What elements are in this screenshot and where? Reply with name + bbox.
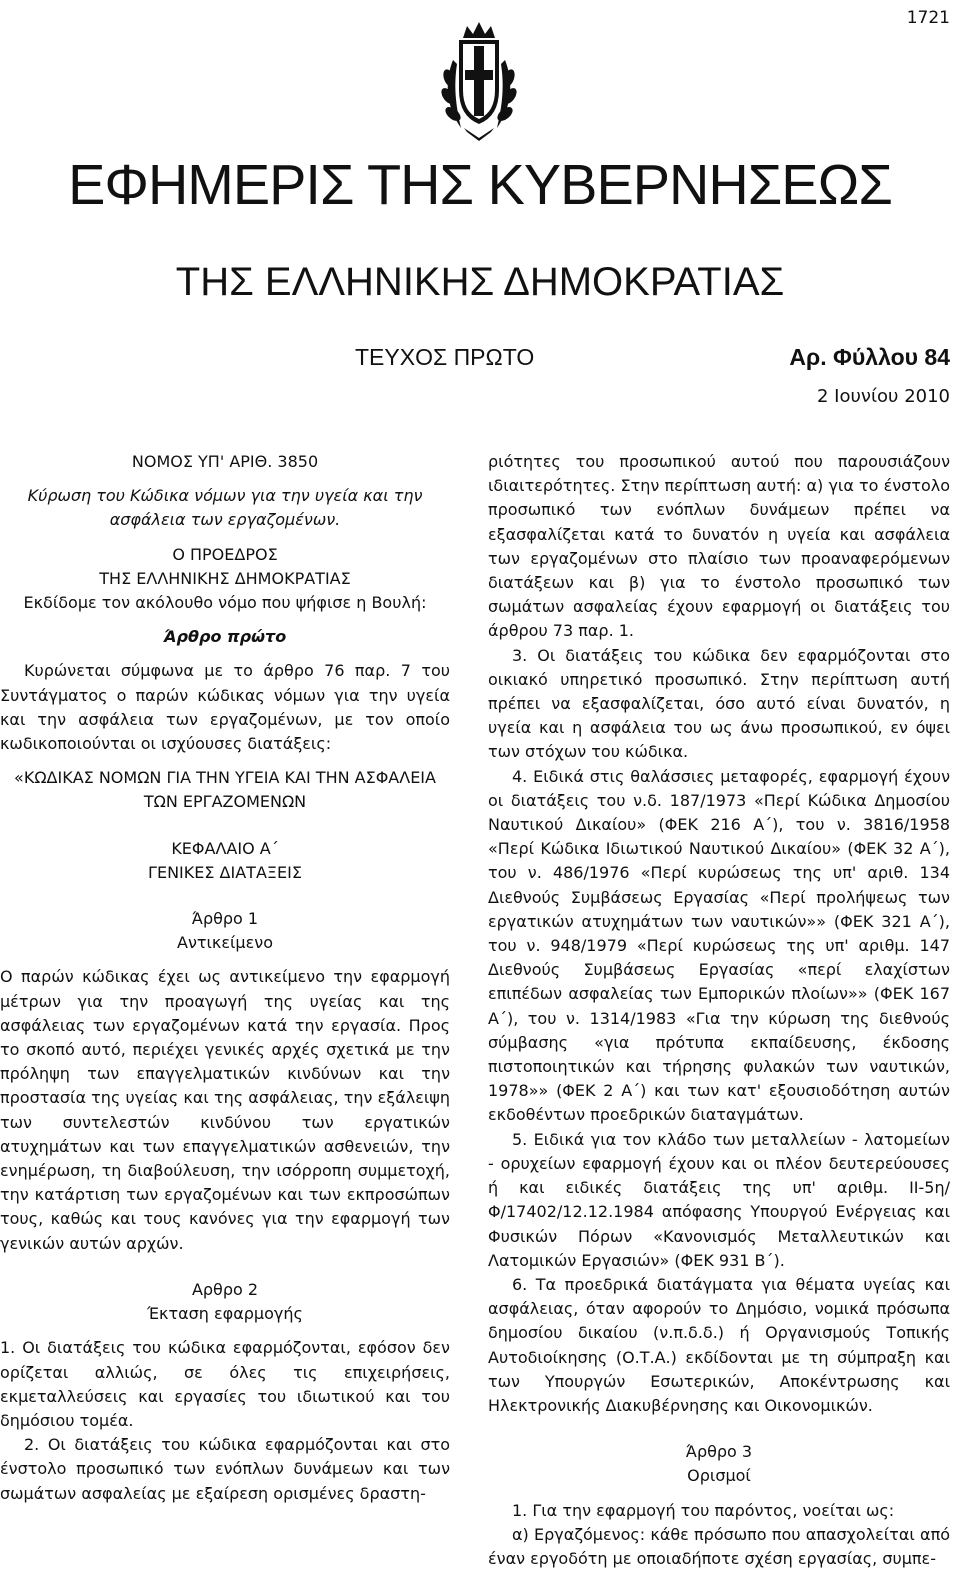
ratify-paragraph: Κυρώνεται σύμφωνα με το άρθρο 76 παρ. 7 του Συντάγματος ο παρών κώδικας νόμων για την υγεία και την ασφάλεια των εργαζομένων, με τον οποίο κωδικοποιούνται οι ισχύουσες διατάξεις: <box>0 661 450 754</box>
issue-date: 2 Ιουνίου 2010 <box>816 386 950 407</box>
continuation-paragraph: ριότητες του προσωπικού αυτού που παρουσιάζουν ιδιαιτερότητες. Στην περίπτωση αυτή: α) για το ένστολο προσωπικό των ενόπλων δυνάμεων πρέπει να εξασφαλίζεται κατά το δυνατόν η υγεία και ασφάλεια των εργαζομένων στο πλαίσιο των προαναφερόμενων διατάξεων και β) για το ένστολο προσωπικό των σωμάτων ασφαλείας έχουν εφαρμογή οι διατάξεις του άρθρου 73 παρ. 1. <box>488 452 950 641</box>
article-2-paragraph-1: 1. Οι διατάξεις του κώδικα εφαρμόζονται, εφόσον δεν ορίζεται αλλιώς, σε όλες τις επιχειρήσεις, εκμεταλλεύσεις και εργασίες του ιδιωτικού και του δημόσιου τομέα. <box>0 1338 450 1430</box>
article-2-paragraph-5: 5. Ειδικά για τον κλάδο των μεταλλείων - λατομείων - ορυχείων εφαρμογή έχουν και οι πλέον δευτερεύουσες ή και ειδικές διατάξεις της υπ' αριθμ. ΙΙ-5η/Φ/17402/12.12.1984 απόφασης Υπουργού Ενέργειας και Φυσικών Πόρων «Κανονισμός Μεταλλευτικών και Λατομικών Εργασιών» (ΦΕΚ 931 Β΄). <box>488 1129 950 1270</box>
article-3-heading: Άρθρο 3 <box>685 1442 753 1462</box>
law-number: ΝΟΜΟΣ ΥΠ' ΑΡΙΘ. 3850 <box>131 452 319 471</box>
article-1-text: Ο παρών κώδικας έχει ως αντικείμενο την εφαρμογή μέτρων για την προαγωγή της υγείας και της ασφάλειας των εργαζομένων κατά την εργασία. Προς το σκοπό αυτό, περιέχει γενικές αρχές σχετικά με την πρόληψη των επαγγελματικών κινδύνων και την προστασία της υγείας και της ασφάλειας, την εξάλειψη των συντελεστών κινδύνου των εργατικών ατυχημάτων και των επαγγελματικών ασθενειών, την ενημέρωση, τη διαβούλευση, την ισόρροπη συμμετοχή, την κατάρτιση των εργαζομένων και των εκπροσώπων τους, καθώς και τους κανόνες για την εφαρμογή των γενικών αυτών αρχών. <box>0 967 450 1253</box>
article-2-paragraph-6: 6. Τα προεδρικά διατάγματα για θέματα υγείας και ασφάλειας, όταν αφορούν το Δημόσιο, νομικά πρόσωπα δημοσίου δικαίου (ν.π.δ.δ.) ή Οργανισμούς Τοπικής Αυτοδιοίκησης (Ο.Τ.Α.) εκδίδονται με τη σύμπραξη και των Υπουργών Εσωτερικών, Αποκέντρωσης και Ηλεκτρονικής Διακυβέρνησης και Οικονομικών. <box>488 1274 950 1415</box>
article-first-heading: Άρθρο πρώτο <box>163 627 287 647</box>
article-2-paragraph-3: 3. Οι διατάξεις του κώδικα δεν εφαρμόζονται στο οικιακό υπηρετικό προσωπικό. Στην περίπτωση αυτή πρέπει να εξασφαλίζεται, όσο αυτό είναι δυνατόν, η υγεία και η ασφάλεια του ως άνω προσωπικού, εν όψει των στόχων του κώδικα. <box>488 645 950 762</box>
article-1-title: Αντικείμενο <box>177 933 273 953</box>
left-column <box>0 450 450 1506</box>
article-2-paragraph-2: 2. Οι διατάξεις του κώδικα εφαρμόζονται και στο ένστολο προσωπικό των ενόπλων δυνάμεων και των σωμάτων ασφαλείας με εξαίρεση ορισμένες δραστη- <box>0 1435 450 1503</box>
sheet-number: Αρ. Φύλλου 84 <box>789 344 950 370</box>
law-title-line-2: ασφάλεια των εργαζομένων. <box>109 510 341 530</box>
chapter-title: ΓΕΝΙΚΕΣ ΔΙΑΤΑΞΕΙΣ <box>148 862 302 882</box>
article-2-heading: Αρθρο 2 <box>191 1279 259 1299</box>
article-3-definition-a: α) Εργαζόμενος: κάθε πρόσωπο που απασχολείται από έναν εργοδότη με οποιαδήποτε σχέση εργασίας, συμπε- <box>488 1524 950 1568</box>
gazette-title: ΕΦΗΜΕΡΙΣ ΤΗΣ ΚΥΒΕΡΝΗΣΕΩΣ <box>68 153 892 217</box>
law-title-line-1: Κύρωση του Κώδικα νόμων για την υγεία και την <box>27 486 423 506</box>
greek-coat-of-arms-icon <box>439 20 519 142</box>
president-heading: Ο ΠΡΟΕΔΡΟΣ <box>172 544 278 564</box>
right-column <box>488 450 950 1571</box>
issue-label: ΤΕΥΧΟΣ ΠΡΩΤΟ <box>355 344 535 370</box>
president-heading-2: ΤΗΣ ΕΛΛΗΝΙΚΗΣ ΔΗΜΟΚΡΑΤΙΑΣ <box>99 568 351 588</box>
article-3-paragraph-1: 1. Για την εφαρμογή του παρόντος, νοείται ως: <box>512 1500 895 1520</box>
gazette-subtitle: ΤΗΣ ΕΛΛΗΝΙΚΗΣ ΔΗΜΟΚΡΑΤΙΑΣ <box>175 260 785 304</box>
code-title-line-1: «ΚΩΔΙΚΑΣ ΝΟΜΩΝ ΓΙΑ ΤΗΝ ΥΓΕΙΑ ΚΑΙ ΤΗΝ ΑΣΦΑΛΕΙΑ <box>14 768 436 788</box>
promulgation-text: Εκδίδομε τον ακόλουθο νόμο που ψήφισε η Βουλή: <box>23 593 427 613</box>
article-2-paragraph-4: 4. Ειδικά στις θαλάσσιες μεταφορές, εφαρμογή έχουν οι διατάξεις του ν.δ. 187/1973 «Περί Κώδικα Δημοσίου Ναυτικού Δικαίου» (ΦΕΚ 216 Α΄), του ν. 3816/1958 «Περί Κώδικα Ιδιωτικού Ναυτικού Δικαίου» (ΦΕΚ 32 Α΄), του ν. 486/1976 «Περί κυρώσεως της υπ' αριθ. 134 Διεθνούς Συμβάσεως Εργασίας «Περί προλήψεως των εργατικών ατυχημάτων των ναυτικών»» (ΦΕΚ 321 Α΄), του ν. 948/1979 «Περί κυρώσεως της υπ' αριθμ. 147 Διεθνούς Συμβάσεως Εργασίας «περί ελαχίστων επιπέδων ασφαλείας των Εμπορικών πλοίων»» (ΦΕΚ 167 Α΄), του ν. 1314/1983 «Για την κύρωση της διεθνούς σύμβασης «για πρότυπα εκπαίδευσης, έκδοσης πιστοποιητικών και τήρησης φυλακών των ναυτικών, 1978»» (ΦΕΚ 2 Α΄) και των κατ' εξουσιοδότηση αυτών εκδοθέντων προεδρικών διαταγμάτων. <box>488 766 950 1125</box>
article-2-title: Έκταση εφαρμογής <box>147 1304 303 1324</box>
article-1-heading: Άρθρο 1 <box>191 909 259 929</box>
chapter-heading: ΚΕΦΑΛΑΙΟ Α΄ <box>171 838 279 858</box>
page-number: 1721 <box>906 8 950 28</box>
code-title-line-2: ΤΩΝ ΕΡΓΑΖΟΜΕΝΩΝ <box>143 792 307 812</box>
article-3-title: Ορισμοί <box>687 1466 751 1486</box>
